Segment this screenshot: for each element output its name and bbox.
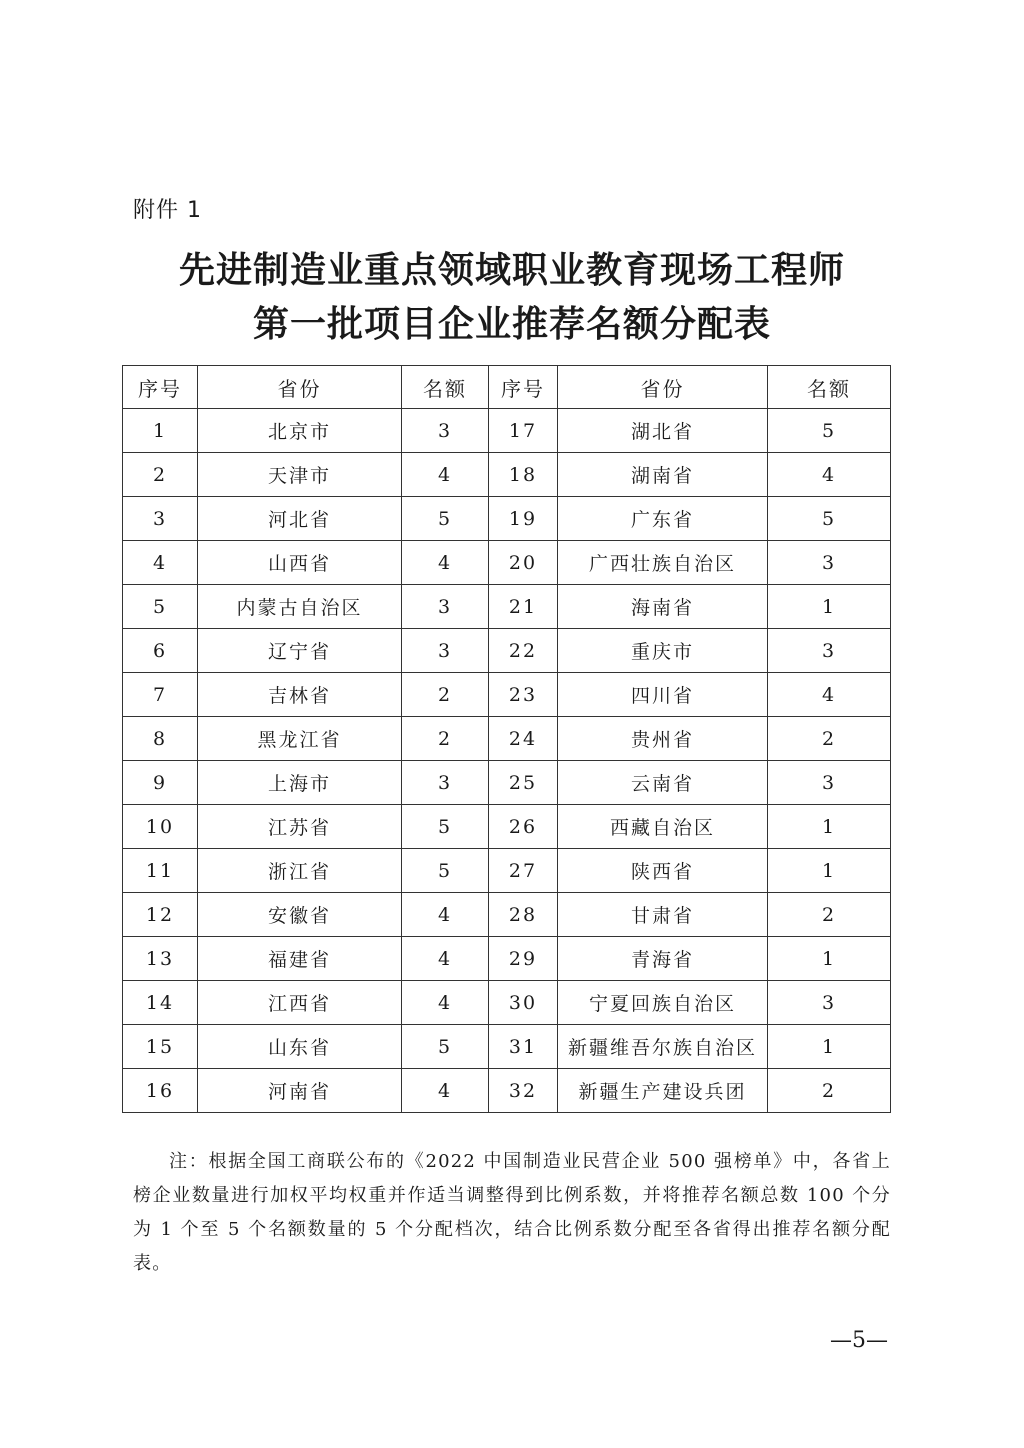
cell-province: 北京市	[198, 409, 402, 453]
cell-index: 24	[489, 717, 558, 761]
cell-index: 3	[123, 497, 198, 541]
document-title-line-1: 先进制造业重点领域职业教育现场工程师	[178, 250, 845, 291]
header-province-right: 省份	[558, 366, 768, 409]
cell-quota: 5	[402, 805, 489, 849]
cell-quota: 3	[402, 409, 489, 453]
cell-index: 32	[489, 1069, 558, 1113]
table-header-row	[123, 366, 891, 409]
header-index-left: 序号	[123, 366, 198, 409]
table-row	[123, 541, 891, 585]
cell-quota: 5	[768, 409, 891, 453]
cell-quota: 3	[768, 761, 891, 805]
cell-index: 18	[489, 453, 558, 497]
cell-quota: 1	[768, 849, 891, 893]
cell-index: 10	[123, 805, 198, 849]
cell-province: 天津市	[198, 453, 402, 497]
cell-index: 31	[489, 1025, 558, 1069]
cell-quota: 5	[768, 497, 891, 541]
cell-quota: 2	[768, 893, 891, 937]
header-quota-left: 名额	[402, 366, 489, 409]
cell-province: 云南省	[558, 761, 768, 805]
cell-province: 重庆市	[558, 629, 768, 673]
header-quota-right: 名额	[768, 366, 891, 409]
cell-index: 21	[489, 585, 558, 629]
table-row	[123, 673, 891, 717]
cell-quota: 4	[402, 453, 489, 497]
cell-quota: 4	[402, 541, 489, 585]
cell-quota: 3	[768, 541, 891, 585]
cell-province: 陕西省	[558, 849, 768, 893]
cell-province: 海南省	[558, 585, 768, 629]
cell-province: 甘肃省	[558, 893, 768, 937]
cell-province: 西藏自治区	[558, 805, 768, 849]
cell-province: 新疆生产建设兵团	[558, 1069, 768, 1113]
cell-quota: 5	[402, 1025, 489, 1069]
cell-quota: 2	[768, 717, 891, 761]
cell-index: 6	[123, 629, 198, 673]
cell-province: 江西省	[198, 981, 402, 1025]
cell-quota: 4	[402, 981, 489, 1025]
table-row	[123, 805, 891, 849]
cell-index: 13	[123, 937, 198, 981]
cell-index: 2	[123, 453, 198, 497]
table-row	[123, 585, 891, 629]
table-row	[123, 893, 891, 937]
cell-province: 安徽省	[198, 893, 402, 937]
table-row	[123, 1069, 891, 1113]
cell-province: 河南省	[198, 1069, 402, 1113]
cell-quota: 4	[402, 893, 489, 937]
page-number: —5—	[830, 1328, 888, 1353]
cell-quota: 4	[768, 673, 891, 717]
cell-quota: 2	[402, 673, 489, 717]
cell-province: 广东省	[558, 497, 768, 541]
cell-quota: 4	[768, 453, 891, 497]
table-row	[123, 1025, 891, 1069]
cell-index: 11	[123, 849, 198, 893]
cell-quota: 5	[402, 497, 489, 541]
cell-quota: 4	[402, 1069, 489, 1113]
cell-province: 内蒙古自治区	[198, 585, 402, 629]
table-row	[123, 981, 891, 1025]
cell-index: 7	[123, 673, 198, 717]
cell-province: 山东省	[198, 1025, 402, 1069]
cell-province: 上海市	[198, 761, 402, 805]
cell-quota: 3	[768, 981, 891, 1025]
cell-province: 浙江省	[198, 849, 402, 893]
cell-quota: 1	[768, 1025, 891, 1069]
table-row	[123, 761, 891, 805]
table-row	[123, 629, 891, 673]
cell-index: 26	[489, 805, 558, 849]
cell-quota: 1	[768, 805, 891, 849]
cell-index: 30	[489, 981, 558, 1025]
cell-index: 29	[489, 937, 558, 981]
cell-province: 四川省	[558, 673, 768, 717]
table-row	[123, 849, 891, 893]
cell-index: 8	[123, 717, 198, 761]
cell-quota: 5	[402, 849, 489, 893]
cell-index: 4	[123, 541, 198, 585]
cell-quota: 1	[768, 585, 891, 629]
cell-province: 河北省	[198, 497, 402, 541]
cell-province: 青海省	[558, 937, 768, 981]
cell-index: 17	[489, 409, 558, 453]
cell-quota: 2	[402, 717, 489, 761]
cell-index: 27	[489, 849, 558, 893]
cell-quota: 3	[402, 585, 489, 629]
table-row	[123, 409, 891, 453]
cell-province: 江苏省	[198, 805, 402, 849]
cell-province: 辽宁省	[198, 629, 402, 673]
table-row	[123, 497, 891, 541]
cell-quota: 3	[402, 761, 489, 805]
cell-index: 14	[123, 981, 198, 1025]
cell-quota: 2	[768, 1069, 891, 1113]
cell-province: 贵州省	[558, 717, 768, 761]
cell-province: 福建省	[198, 937, 402, 981]
table-row	[123, 453, 891, 497]
cell-index: 16	[123, 1069, 198, 1113]
cell-index: 25	[489, 761, 558, 805]
cell-index: 5	[123, 585, 198, 629]
cell-index: 23	[489, 673, 558, 717]
quota-table	[122, 365, 891, 1113]
table-row	[123, 937, 891, 981]
cell-quota: 3	[768, 629, 891, 673]
cell-province: 湖南省	[558, 453, 768, 497]
cell-index: 12	[123, 893, 198, 937]
document-title-line-2: 第一批项目企业推荐名额分配表	[252, 304, 771, 345]
cell-province: 新疆维吾尔族自治区	[558, 1025, 768, 1069]
cell-index: 22	[489, 629, 558, 673]
cell-province: 宁夏回族自治区	[558, 981, 768, 1025]
table-row	[123, 717, 891, 761]
cell-province: 吉林省	[198, 673, 402, 717]
header-index-right: 序号	[489, 366, 558, 409]
cell-index: 9	[123, 761, 198, 805]
cell-province: 山西省	[198, 541, 402, 585]
cell-province: 广西壮族自治区	[558, 541, 768, 585]
cell-index: 20	[489, 541, 558, 585]
cell-quota: 1	[768, 937, 891, 981]
cell-province: 湖北省	[558, 409, 768, 453]
header-province-left: 省份	[198, 366, 402, 409]
cell-quota: 3	[402, 629, 489, 673]
cell-index: 28	[489, 893, 558, 937]
cell-index: 1	[123, 409, 198, 453]
cell-quota: 4	[402, 937, 489, 981]
attachment-label: 附件 1	[133, 198, 202, 223]
cell-province: 黑龙江省	[198, 717, 402, 761]
cell-index: 19	[489, 497, 558, 541]
cell-index: 15	[123, 1025, 198, 1069]
footnote: 注：根据全国工商联公布的《2022 中国制造业民营企业 500 强榜单》中，各省上榜企业数量进行加权平均权重并作适当调整得到比例系数，并将推荐名额总数 100 个分为 1 个至 5 个名额数量的 5 个分配档次，结合比例系数分配至各省得出推荐名额分配表。	[133, 1151, 891, 1274]
